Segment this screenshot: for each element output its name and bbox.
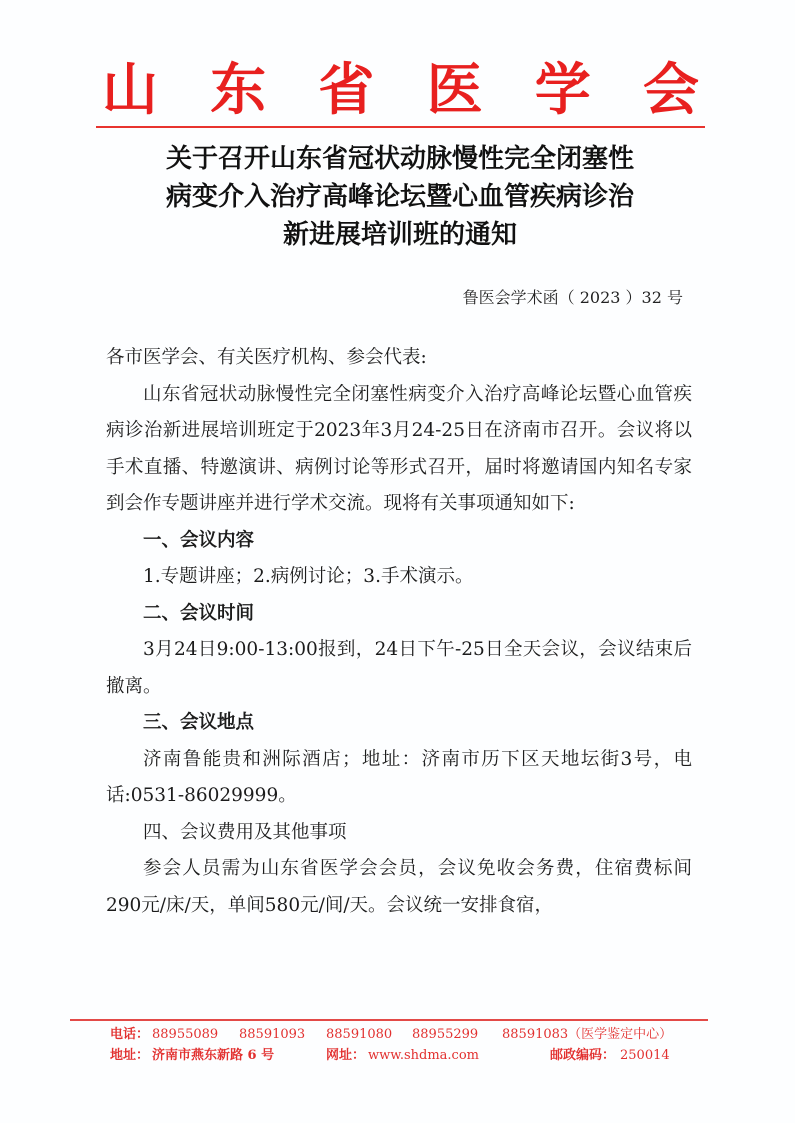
section-text-time: 3月24日9:00-13:00报到，24日下午-25日全天会议，会议结束后撤离。 [106, 639, 692, 697]
letterhead-char: 医 [426, 57, 483, 123]
footer-phone-row [110, 1024, 710, 1045]
phone-number: 88591083（医学鉴定中心） [502, 1027, 673, 1042]
footer-divider [70, 1019, 708, 1021]
salutation: 各市医学会、有关医疗机构、参会代表: [106, 347, 427, 368]
phone-label: 电话： [110, 1027, 150, 1042]
section-text-venue: 济南鲁能贵和洲际酒店；地址：济南市历下区天地坛街3号，电话:0531-86029999。 [106, 748, 692, 806]
document-title [100, 140, 700, 254]
phone-number: 88955299 [412, 1027, 479, 1042]
title-line: 新进展培训班的通知 [282, 220, 517, 250]
letterhead-org-name [98, 58, 703, 122]
section-heading-content: 一、会议内容 [143, 529, 255, 551]
phone-number: 88955089 [152, 1027, 219, 1042]
phone-number: 88591080 [326, 1027, 393, 1042]
document-body [106, 340, 692, 924]
section-heading-time: 二、会议时间 [143, 602, 255, 624]
letterhead-char: 会 [642, 57, 699, 123]
title-line: 关于召开山东省冠状动脉慢性完全闭塞性 [165, 144, 634, 174]
letterhead-char: 省 [318, 57, 375, 123]
website-link[interactable]: www.shdma.com [368, 1048, 479, 1063]
phone-number: 88591093 [239, 1027, 306, 1042]
document-number: 鲁医会学术函（ 2023 ）32 号 [462, 288, 683, 307]
letterhead-char: 东 [210, 57, 267, 123]
section-text-content: 1.专题讲座；2.病例讨论；3.手术演示。 [143, 566, 474, 587]
footer-address-row [110, 1045, 710, 1066]
letterhead-char: 山 [102, 57, 158, 123]
section-heading-fees: 四、会议费用及其他事项 [143, 821, 347, 843]
letterhead-char: 学 [534, 57, 591, 123]
intro-paragraph: 山东省冠状动脉慢性完全闭塞性病变介入治疗高峰论坛暨心血管疾病诊治新进展培训班定于2023年3月24-25日在济南市召开。会议将以手术直播、特邀演讲、病例讨论等形式召开，届时将邀请国内知名专家到会作专题讲座并进行学术交流。现将有关事项通知如下: [106, 383, 692, 514]
section-text-fees: 参会人员需为山东省医学会会员，会议免收会务费，住宿费标间290元/床/天，单间580元/间/天。会议统一安排食宿， [106, 858, 692, 916]
title-line: 病变介入治疗高峰论坛暨心血管疾病诊治 [165, 182, 634, 212]
address-label: 地址： [110, 1048, 150, 1063]
address-value: 济南市燕东新路 6 号 [152, 1048, 275, 1063]
letterhead-footer [110, 1024, 710, 1066]
postcode-label: 邮政编码： [550, 1048, 616, 1063]
website-label: 网址： [326, 1048, 366, 1063]
section-heading-venue: 三、会议地点 [143, 712, 255, 733]
postcode-value: 250014 [620, 1048, 670, 1063]
letterhead-divider [96, 126, 705, 128]
